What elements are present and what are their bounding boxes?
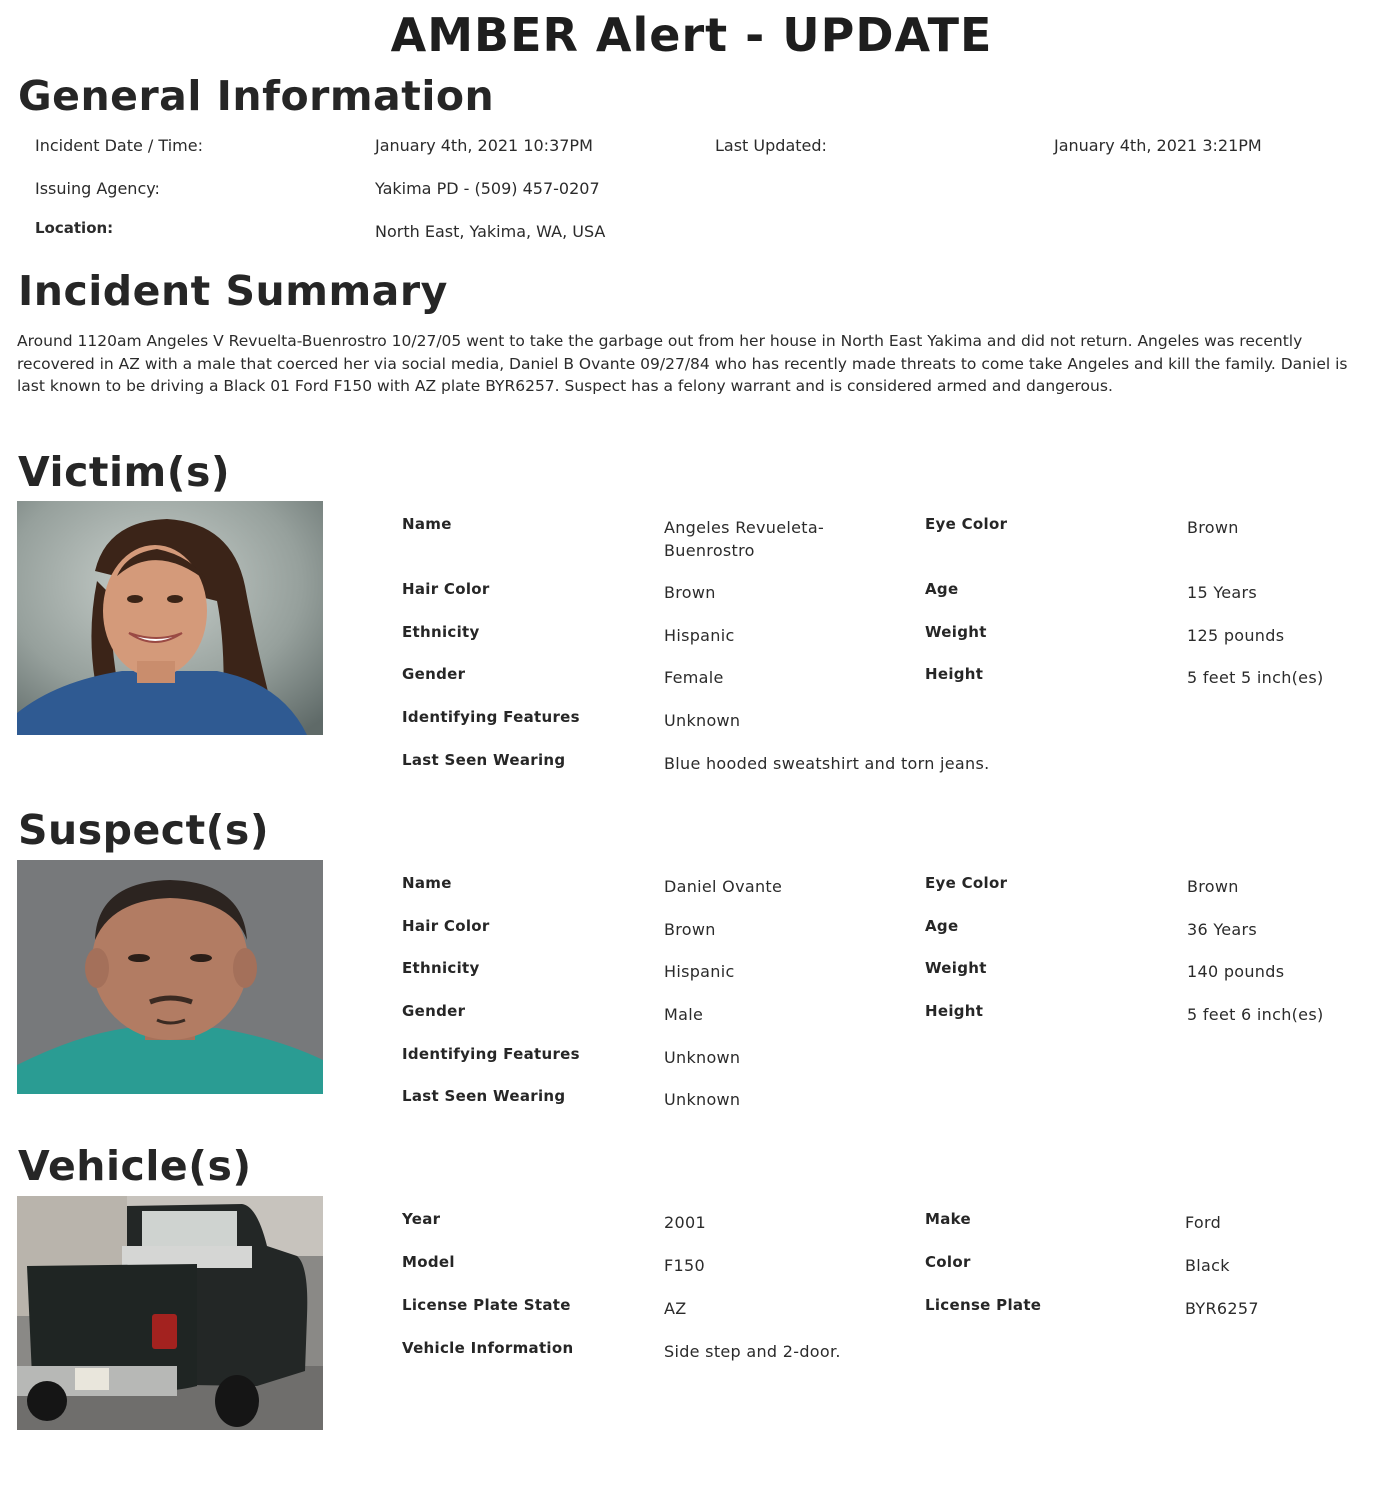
- vehicle-make-label: Make: [925, 1210, 971, 1228]
- suspect-gender-value: Male: [664, 1005, 704, 1024]
- incident-datetime-value: January 4th, 2021 10:37PM: [375, 136, 593, 155]
- victim-name-label: Name: [402, 515, 452, 533]
- victim-name-value: Angeles Revueleta-Buenrostro: [664, 518, 825, 560]
- last-updated-value: January 4th, 2021 3:21PM: [1054, 136, 1262, 155]
- victim-wearing-label: Last Seen Wearing: [402, 751, 566, 769]
- suspect-weight-label: Weight: [925, 959, 987, 977]
- victim-weight-label: Weight: [925, 623, 987, 641]
- suspect-eye-label: Eye Color: [925, 874, 1008, 892]
- victim-eye-value: Brown: [1187, 518, 1239, 537]
- victim-heading: Victim(s): [18, 448, 231, 496]
- vehicle-year-label: Year: [402, 1210, 441, 1228]
- victim-hair-label: Hair Color: [402, 580, 490, 598]
- issuing-agency-label: Issuing Agency:: [35, 179, 160, 198]
- suspect-height-label: Height: [925, 1002, 984, 1020]
- vehicle-info-value: Side step and 2-door.: [664, 1342, 841, 1361]
- suspect-features-value: Unknown: [664, 1048, 741, 1067]
- vehicle-plate-state-value: AZ: [664, 1299, 687, 1318]
- vehicle-photo: [17, 1196, 323, 1430]
- victim-photo: [17, 501, 323, 735]
- victim-gender-label: Gender: [402, 665, 466, 683]
- victim-wearing-value: Blue hooded sweatshirt and torn jeans.: [664, 754, 990, 773]
- vehicle-model-label: Model: [402, 1253, 455, 1271]
- vehicle-year-value: 2001: [664, 1213, 706, 1232]
- suspect-age-label: Age: [925, 917, 959, 935]
- suspect-heading: Suspect(s): [18, 806, 270, 854]
- vehicle-info-label: Vehicle Information: [402, 1339, 574, 1357]
- vehicle-color-value: Black: [1185, 1256, 1230, 1275]
- victim-age-label: Age: [925, 580, 959, 598]
- vehicle-make-value: Ford: [1185, 1213, 1222, 1232]
- page-title: AMBER Alert - UPDATE: [390, 8, 993, 62]
- victim-age-value: 15 Years: [1187, 583, 1258, 602]
- suspect-weight-value: 140 pounds: [1187, 962, 1285, 981]
- victim-features-label: Identifying Features: [402, 708, 580, 726]
- victim-ethnicity-label: Ethnicity: [402, 623, 480, 641]
- incident-summary-heading: Incident Summary: [18, 267, 448, 315]
- suspect-wearing-label: Last Seen Wearing: [402, 1087, 566, 1105]
- vehicle-color-label: Color: [925, 1253, 971, 1271]
- location-label: Location:: [35, 219, 114, 237]
- suspect-ethnicity-value: Hispanic: [664, 962, 735, 981]
- suspect-name-value: Daniel Ovante: [664, 877, 783, 896]
- vehicle-plate-value: BYR6257: [1185, 1299, 1259, 1318]
- location-value: North East, Yakima, WA, USA: [375, 222, 606, 241]
- vehicle-plate-label: License Plate: [925, 1296, 1042, 1314]
- suspect-eye-value: Brown: [1187, 877, 1239, 896]
- victim-height-value: 5 feet 5 inch(es): [1187, 668, 1324, 687]
- general-information-heading: General Information: [18, 72, 495, 120]
- suspect-photo: [17, 860, 323, 1094]
- vehicle-heading: Vehicle(s): [18, 1142, 252, 1190]
- victim-ethnicity-value: Hispanic: [664, 626, 735, 645]
- vehicle-model-value: F150: [664, 1256, 705, 1275]
- suspect-features-label: Identifying Features: [402, 1045, 580, 1063]
- suspect-name-label: Name: [402, 874, 452, 892]
- victim-features-value: Unknown: [664, 711, 741, 730]
- vehicle-plate-state-label: License Plate State: [402, 1296, 571, 1314]
- victim-gender-value: Female: [664, 668, 724, 687]
- victim-hair-value: Brown: [664, 583, 716, 602]
- victim-weight-value: 125 pounds: [1187, 626, 1285, 645]
- suspect-gender-label: Gender: [402, 1002, 466, 1020]
- suspect-wearing-value: Unknown: [664, 1090, 741, 1109]
- suspect-ethnicity-label: Ethnicity: [402, 959, 480, 977]
- suspect-hair-label: Hair Color: [402, 917, 490, 935]
- suspect-height-value: 5 feet 6 inch(es): [1187, 1005, 1324, 1024]
- suspect-hair-value: Brown: [664, 920, 716, 939]
- incident-summary-text: Around 1120am Angeles V Revuelta-Buenrostro 10/27/05 went to take the garbage out from her house in North East Yakima and did not return. Angeles was recently recovered in AZ with a male that coerced her via social media, Daniel B Ovante 09/27/84 who has recently made threats to come take Angeles and kill the family. Daniel is last known to be driving a Black 01 Ford F150 with AZ plate BYR6257. Suspect has a felony warrant and is considered armed and dangerous.: [17, 332, 1348, 395]
- last-updated-label: Last Updated:: [715, 136, 827, 155]
- victim-eye-label: Eye Color: [925, 515, 1008, 533]
- incident-datetime-label: Incident Date / Time:: [35, 136, 203, 155]
- victim-height-label: Height: [925, 665, 984, 683]
- suspect-age-value: 36 Years: [1187, 920, 1258, 939]
- issuing-agency-value: Yakima PD - (509) 457-0207: [375, 179, 600, 198]
